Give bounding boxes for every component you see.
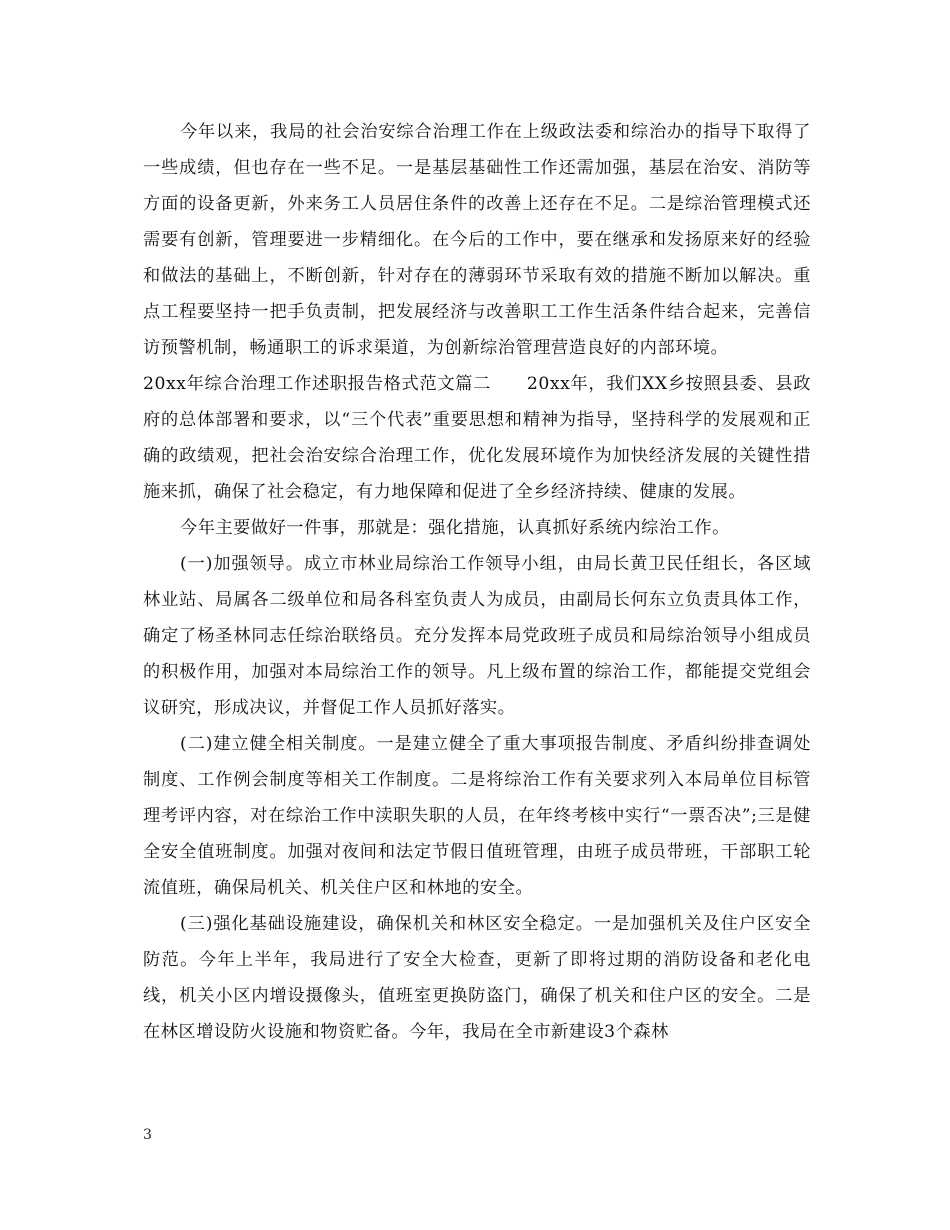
document-body — [143, 114, 811, 1050]
paragraph-systems: (二)建立健全相关制度。一是建立健全了重大事项报告制度、矛盾纠纷排查调处制度、工作例会制度等相关工作制度。二是将综治工作有关要求列入本局单位目标管理考评内容，对在综治工作中渎职失职的人员，在年终考核中实行“一票否决”;三是健全安全值班制度。加强对夜间和法定节假日值班管理，由班子成员带班，干部职工轮流值班，确保局机关、机关住户区和林地的安全。 — [143, 734, 811, 898]
paragraph-summary: 今年以来，我局的社会治安综合治理工作在上级政法委和综治办的指导下取得了一些成绩，但也存在一些不足。一是基层基础性工作还需加强，基层在治安、消防等方面的设备更新，外来务工人员居住条件的改善上还存在不足。二是综治管理模式还需要有创新，管理要进一步精细化。在今后的工作中，要在继承和发扬原来好的经验和做法的基础上，不断创新，针对存在的薄弱环节采取有效的措施不断加以解决。重点工程要坚持一把手负责制，把发展经济与改善职工工作生活条件结合起来，完善信访预警机制，畅通职工的诉求渠道，为创新综治管理营造良好的内部环境。 — [143, 122, 811, 358]
paragraph-leadership: (一)加强领导。成立市林业局综治工作领导小组，由局长黄卫民任组长，各区域林业站、局属各二级单位和局各科室负责人为成员，由副局长何东立负责具体工作，确定了杨圣林同志任综治联络员。充分发挥本局党政班子成员和局综治领导小组成员的积极作用，加强对本局综治工作的领导。凡上级布置的综治工作，都能提交党组会议研究，形成决议，并督促工作人员抓好落实。 — [143, 554, 811, 718]
page-number: 3 — [143, 1127, 152, 1143]
paragraph-main-task: 今年主要做好一件事，那就是：强化措施，认真抓好系统内综治工作。 — [179, 518, 730, 538]
paragraph-report-heading: 20xx年综合治理工作述职报告格式范文篇二 20xx年，我们XX乡按照县委、县政府的总体部署和要求，以“三个代表”重要思想和精神为指导，坚持科学的发展观和正确的政绩观，把社会治安综合治理工作，优化发展环境作为加快经济发展的关键性措施来抓，确保了社会稳定，有力地保障和促进了全乡经济持续、健康的发展。 — [143, 374, 811, 502]
paragraph-infrastructure: (三)强化基础设施建设，确保机关和林区安全稳定。一是加强机关及住户区安全防范。今年上半年，我局进行了安全大检查，更新了即将过期的消防设备和老化电线，机关小区内增设摄像头，值班室更换防盗门，确保了机关和住户区的安全。二是在林区增设防火设施和物资贮备。今年，我局在全市新建设3个森林 — [143, 914, 811, 1042]
